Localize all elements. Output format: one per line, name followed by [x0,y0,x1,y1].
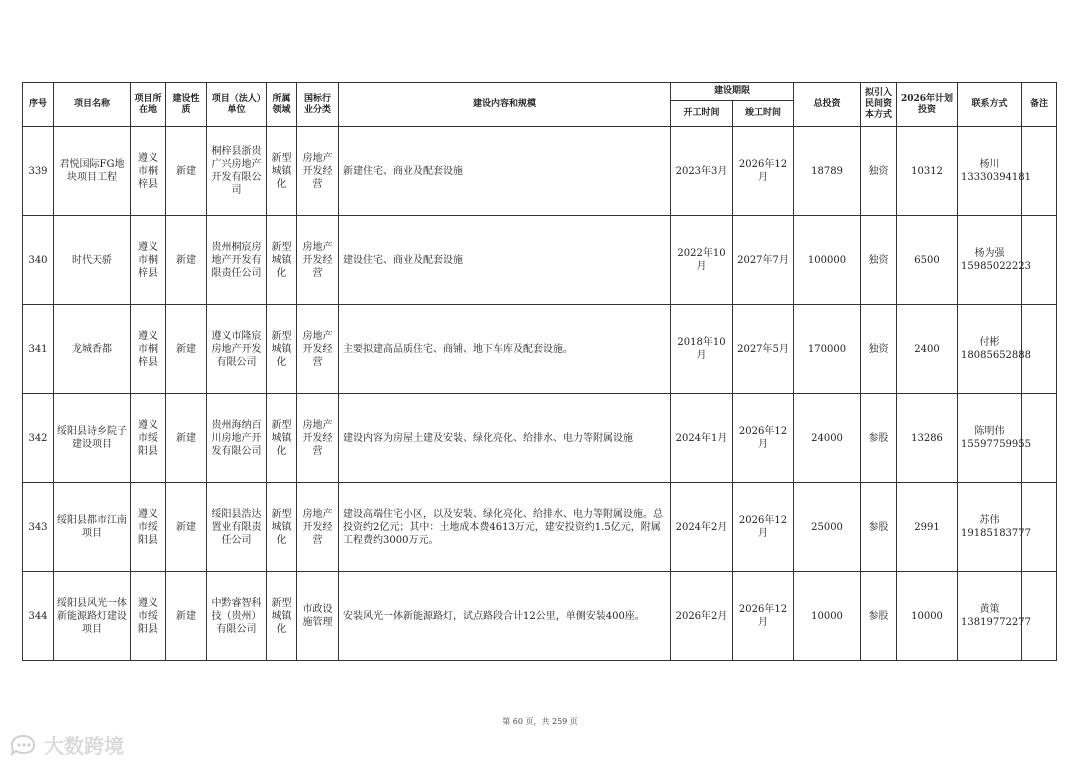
header-invest: 总投资 [794,83,861,127]
cell-private: 参股 [861,483,897,572]
cell-plan: 2991 [897,483,958,572]
cell-unit: 遵义市隆宸房地产开发有限公司 [207,305,267,394]
cell-content: 安装风光一体新能源路灯，试点路段合计12公里，单侧安装400座。 [339,572,671,661]
cell-field: 新型城镇化 [267,572,297,661]
header-name: 项目名称 [54,83,131,127]
watermark-text: 大数跨境 [44,734,124,758]
cell-content: 建设内容为房屋土建及安装、绿化亮化、给排水、电力等附属设施 [339,394,671,483]
cell-content: 新建住宅、商业及配套设施 [339,127,671,216]
header-remark: 备注 [1022,83,1057,127]
cell-invest: 25000 [794,483,861,572]
header-plan: 2026年计划投资 [897,83,958,127]
cell-nature: 新建 [166,127,207,216]
contact-name: 陈明伟 [974,426,1005,437]
cell-content: 建设住宅、商业及配套设施 [339,216,671,305]
cell-content: 建设高端住宅小区，以及安装、绿化亮化、给排水、电力等附属设施。总投资约2亿元；其中：土地成本费4613万元，建安投资约1.5亿元，附属工程费约3000万元。 [339,483,671,572]
cell-location: 遵义市绥阳县 [131,572,166,661]
contact-name: 杨为强 [974,248,1005,259]
cell-remark [1022,127,1057,216]
cell-start: 2024年1月 [671,394,733,483]
cell-unit: 桐梓县浙贵广兴房地产开发有限公司 [207,127,267,216]
cell-industry: 房地产开发经营 [297,394,339,483]
contact-phone: 18085652888 [961,350,1032,361]
cell-location: 遵义市桐梓县 [131,216,166,305]
cell-invest: 100000 [794,216,861,305]
cell-industry: 市政设施管理 [297,572,339,661]
cell-location: 遵义市绥阳县 [131,483,166,572]
header-unit: 项目（法人）单位 [207,83,267,127]
cell-unit: 中黔睿智科技（贵州）有限公司 [207,572,267,661]
header-location: 项目所在地 [131,83,166,127]
header-seq: 序号 [23,83,54,127]
table-header-row [23,83,1057,101]
header-end: 竣工时间 [733,101,794,127]
contact-phone: 13819772277 [961,617,1032,628]
cell-field: 新型城镇化 [267,127,297,216]
cell-seq: 344 [23,572,54,661]
cell-field: 新型城镇化 [267,216,297,305]
cell-start: 2024年2月 [671,483,733,572]
cell-invest: 170000 [794,305,861,394]
cell-end: 2027年7月 [733,216,794,305]
cell-plan: 13286 [897,394,958,483]
cell-nature: 新建 [166,483,207,572]
cell-contact [958,127,1032,216]
cell-remark [1022,483,1057,572]
cell-plan: 6500 [897,216,958,305]
page-footer: 第 60 页，共 259 页 [502,717,578,726]
cell-plan: 2400 [897,305,958,394]
cell-private: 参股 [861,572,897,661]
cell-contact [958,305,1032,394]
cell-remark [1022,394,1057,483]
cell-nature: 新建 [166,305,207,394]
cell-content: 主要拟建高品质住宅、商铺、地下车库及配套设施。 [339,305,671,394]
table-row [23,572,1057,661]
cell-name: 绥阳县风光一体新能源路灯建设项目 [54,572,131,661]
cell-seq: 339 [23,127,54,216]
contact-phone: 15985022223 [961,261,1032,272]
header-period: 建设期限 [671,83,794,101]
cell-seq: 342 [23,394,54,483]
cell-name: 君悦国际FG地块项目工程 [54,127,131,216]
cell-invest: 24000 [794,394,861,483]
contact-name: 杨川 [979,159,1000,170]
table-row [23,127,1057,216]
cell-location: 遵义市绥阳县 [131,394,166,483]
cell-industry: 房地产开发经营 [297,483,339,572]
cell-remark [1022,216,1057,305]
cell-field: 新型城镇化 [267,483,297,572]
table-row [23,216,1057,305]
project-table [22,82,1057,661]
table-row [23,394,1057,483]
cell-start: 2023年3月 [671,127,733,216]
cell-unit: 绥阳县浩达置业有限责任公司 [207,483,267,572]
contact-name: 苏伟 [979,515,1000,526]
cell-end: 2026年12月 [733,572,794,661]
contact-phone: 13330394181 [961,172,1032,183]
cell-field: 新型城镇化 [267,394,297,483]
cell-start: 2026年2月 [671,572,733,661]
cell-private: 独资 [861,127,897,216]
cell-plan: 10312 [897,127,958,216]
header-contact: 联系方式 [958,83,1022,127]
cell-name: 绥阳县都市江南项目 [54,483,131,572]
cell-seq: 343 [23,483,54,572]
watermark [8,730,124,759]
cell-industry: 房地产开发经营 [297,305,339,394]
cell-end: 2026年12月 [733,127,794,216]
contact-name: 黄策 [979,604,1000,615]
header-start: 开工时间 [671,101,733,127]
cell-unit: 贵州桐宸房地产开发有限责任公司 [207,216,267,305]
cell-industry: 房地产开发经营 [297,216,339,305]
cell-name: 绥阳县诗乡院子建设项目 [54,394,131,483]
cell-seq: 341 [23,305,54,394]
cell-name: 时代天骄 [54,216,131,305]
cell-start: 2018年10月 [671,305,733,394]
cell-end: 2026年12月 [733,483,794,572]
cell-private: 参股 [861,394,897,483]
header-nature: 建设性质 [166,83,207,127]
cell-private: 独资 [861,305,897,394]
cell-end: 2026年12月 [733,394,794,483]
cell-field: 新型城镇化 [267,305,297,394]
cell-contact [958,394,1032,483]
header-field: 所属领域 [267,83,297,127]
cell-contact [958,572,1032,661]
contact-phone: 15597759955 [961,439,1032,450]
cell-start: 2022年10月 [671,216,733,305]
cell-contact [958,483,1032,572]
cell-nature: 新建 [166,394,207,483]
cell-industry: 房地产开发经营 [297,127,339,216]
table-row [23,305,1057,394]
header-content: 建设内容和规模 [339,83,671,127]
cell-nature: 新建 [166,572,207,661]
header-private: 拟引入民间资本方式 [861,83,897,127]
cell-end: 2027年5月 [733,305,794,394]
cell-invest: 10000 [794,572,861,661]
cell-contact [958,216,1032,305]
cell-nature: 新建 [166,216,207,305]
table-row [23,483,1057,572]
cell-location: 遵义市桐梓县 [131,305,166,394]
cell-private: 独资 [861,216,897,305]
cell-remark [1022,572,1057,661]
contact-name: 付彬 [979,337,1000,348]
cell-remark [1022,305,1057,394]
contact-phone: 19185183777 [961,528,1032,539]
cell-name: 龙城香都 [54,305,131,394]
chat-bubble-logo-icon [8,734,38,756]
header-industry: 国标行业分类 [297,83,339,127]
cell-location: 遵义市桐梓县 [131,127,166,216]
cell-unit: 贵州海纳百川房地产开发有限公司 [207,394,267,483]
cell-invest: 18789 [794,127,861,216]
cell-seq: 340 [23,216,54,305]
cell-plan: 10000 [897,572,958,661]
